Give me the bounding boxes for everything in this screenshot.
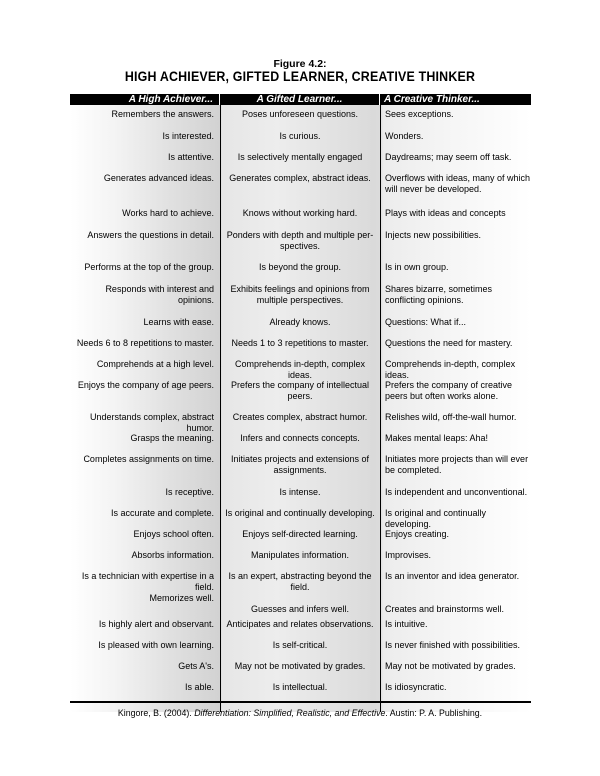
cell-high-achiever: Is attentive.: [167, 152, 214, 162]
table-row: [70, 433, 531, 454]
cell-high-achiever: Needs 6 to 8 repetitions to master.: [76, 338, 214, 348]
cell-gifted-learner: Exhibits feelings and opinions from multiple perspectives.: [230, 284, 370, 305]
table-row: [70, 593, 531, 619]
cell-creative-thinker: Questions: What if...: [385, 317, 467, 327]
cell-creative-thinker: Overflows with ideas, many of which will never be developed.: [385, 173, 531, 194]
table-row: [70, 571, 531, 593]
cell-creative-thinker: Is idiosyncratic.: [385, 682, 447, 692]
cell-creative-thinker: Plays with ideas and concepts: [385, 208, 506, 218]
table-row: [70, 284, 531, 317]
cell-gifted-learner: Is intense.: [279, 487, 321, 497]
table-row: [70, 317, 531, 338]
cell-gifted-learner: Already knows.: [269, 317, 331, 327]
cell-high-achiever: Is interested.: [162, 131, 214, 141]
cell-creative-thinker: Questions the need for mastery.: [385, 338, 513, 348]
cell-gifted-learner: Enjoys self-directed learning.: [242, 529, 358, 539]
figure-label: Figure 4.2:: [273, 58, 327, 70]
table-row: [70, 359, 531, 380]
table-row: [70, 152, 531, 173]
cell-high-achiever: Understands complex, abstract humor.: [89, 412, 214, 433]
cell-high-achiever: Comprehends at a high level.: [96, 359, 214, 369]
cell-high-achiever: Enjoys the company of age peers.: [77, 380, 214, 390]
table-row: [70, 508, 531, 529]
cell-gifted-learner: Knows without working hard.: [242, 208, 358, 218]
citation-book-title: Differentiation: Simplified, Realistic, and Effective: [194, 708, 386, 718]
table-row: [70, 109, 531, 130]
cell-high-achiever: Answers the questions in detail.: [87, 230, 214, 240]
cell-high-achiever: Is able.: [184, 682, 214, 692]
cell-gifted-learner: Is selectively mentally engaged: [237, 152, 363, 162]
cell-creative-thinker: Improvises.: [385, 550, 432, 560]
cell-high-achiever: Completes assignments on time.: [83, 454, 214, 464]
cell-gifted-learner: Generates complex, abstract ideas.: [229, 173, 371, 183]
cell-creative-thinker: Shares bizarre, sometimes conflicting opinions.: [385, 284, 493, 305]
cell-high-achiever: Generates advanced ideas.: [103, 173, 214, 183]
table-row: [70, 640, 531, 661]
cell-creative-thinker: Makes mental leaps: Aha!: [385, 433, 489, 443]
table-row: [70, 529, 531, 550]
cell-creative-thinker: Initiates more projects than will ever be completed.: [385, 454, 529, 475]
cell-high-achiever: Performs at the top of the group.: [84, 262, 214, 272]
cell-creative-thinker: Is an inventor and idea generator.: [385, 571, 520, 581]
table-header: [70, 94, 531, 105]
cell-gifted-learner: Needs 1 to 3 repetitions to master.: [231, 338, 369, 348]
table-row: [70, 487, 531, 508]
cell-gifted-learner: Prefers the company of intellectual peers.: [230, 380, 370, 401]
cell-gifted-learner: Poses unforeseen questions.: [241, 109, 359, 119]
cell-creative-thinker: Sees exceptions.: [385, 109, 454, 119]
comparison-table: [70, 94, 531, 712]
cell-gifted-learner: Creates complex, abstract humor.: [232, 412, 368, 422]
table-row: [70, 173, 531, 208]
citation-prefix: Kingore, B. (2004).: [117, 708, 195, 718]
cell-high-achiever: Is highly alert and observant.: [98, 619, 214, 629]
cell-creative-thinker: Prefers the company of creative peers but often works alone.: [385, 380, 513, 401]
table-row: [70, 131, 531, 152]
cell-creative-thinker: Injects new possibilities.: [385, 230, 482, 240]
cell-gifted-learner: Is an expert, abstracting beyond the field.: [228, 571, 372, 592]
cell-high-achiever: Absorbs information.: [131, 550, 214, 560]
header-gifted-learner: A Gifted Learner...: [220, 94, 380, 105]
cell-gifted-learner: Comprehends in-depth, complex ideas.: [234, 359, 366, 380]
cell-gifted-learner: Anticipates and relates observations.: [226, 619, 374, 629]
header-creative-thinker: A Creative Thinker...: [384, 94, 480, 105]
cell-high-achiever: Is pleased with own learning.: [98, 640, 214, 650]
cell-high-achiever: Is accurate and complete.: [110, 508, 214, 518]
citation-suffix: . Austin: P. A. Publishing.: [385, 708, 483, 718]
cell-high-achiever: Grasps the meaning.: [130, 433, 214, 443]
cell-high-achiever: Enjoys school often.: [133, 529, 214, 539]
cell-creative-thinker: Wonders.: [385, 131, 424, 141]
cell-gifted-learner: Is intellectual.: [272, 682, 328, 692]
cell-gifted-learner: Initiates projects and extensions of assignments.: [230, 454, 370, 475]
cell-creative-thinker: Is intuitive.: [385, 619, 428, 629]
cell-high-achiever: Learns with ease.: [143, 317, 214, 327]
table-row: [70, 661, 531, 682]
cell-creative-thinker: Daydreams; may seem off task.: [385, 152, 512, 162]
cell-creative-thinker: Creates and brainstorms well.: [385, 604, 505, 614]
table-row: [70, 262, 531, 284]
cell-gifted-learner: Manipulates information.: [250, 550, 350, 560]
table-body: [70, 105, 531, 712]
cell-creative-thinker: May not be motivated by grades.: [385, 661, 516, 671]
table-row: [70, 682, 531, 703]
cell-gifted-learner: Is beyond the group.: [258, 262, 342, 272]
cell-high-achiever: Gets A's.: [178, 661, 214, 671]
cell-gifted-learner: Ponders with depth and multiple per-spectives.: [226, 230, 374, 251]
table-row: [70, 230, 531, 262]
cell-high-achiever: Responds with interest and opinions.: [105, 284, 214, 305]
cell-high-achiever: Remembers the answers.: [111, 109, 214, 119]
cell-gifted-learner: May not be motivated by grades.: [234, 661, 366, 671]
cell-gifted-learner: Guesses and infers well.: [250, 604, 350, 614]
cell-gifted-learner: Is curious.: [279, 131, 321, 141]
cell-high-achiever: Works hard to achieve.: [122, 208, 214, 218]
table-row: [70, 208, 531, 230]
bottom-rule: [70, 701, 531, 703]
citation: [0, 708, 600, 718]
header-high-achiever: A High Achiever...: [70, 94, 220, 105]
cell-high-achiever: Memorizes well.: [149, 593, 214, 603]
table-row: [70, 619, 531, 640]
table-row: [70, 412, 531, 433]
cell-gifted-learner: Is original and continually developing.: [225, 508, 375, 518]
cell-creative-thinker: Is independent and unconventional.: [385, 487, 528, 497]
table-row: [70, 338, 531, 359]
cell-creative-thinker: Is in own group.: [385, 262, 449, 272]
cell-creative-thinker: Relishes wild, off-the-wall humor.: [385, 412, 517, 422]
table-row: [70, 454, 531, 487]
cell-high-achiever: Is a technician with expertise in a field.: [81, 571, 214, 592]
cell-creative-thinker: Enjoys creating.: [385, 529, 450, 539]
cell-creative-thinker: Comprehends in-depth, complex ideas.: [385, 359, 516, 380]
cell-gifted-learner: Is self-critical.: [272, 640, 328, 650]
cell-gifted-learner: Infers and connects concepts.: [240, 433, 360, 443]
cell-creative-thinker: Is never finished with possibilities.: [385, 640, 521, 650]
figure-title: HIGH ACHIEVER, GIFTED LEARNER, CREATIVE THINKER: [124, 69, 476, 84]
table-row: [70, 380, 531, 412]
cell-high-achiever: Is receptive.: [165, 487, 214, 497]
table-row: [70, 550, 531, 571]
cell-creative-thinker: Is original and continually developing.: [385, 508, 487, 529]
